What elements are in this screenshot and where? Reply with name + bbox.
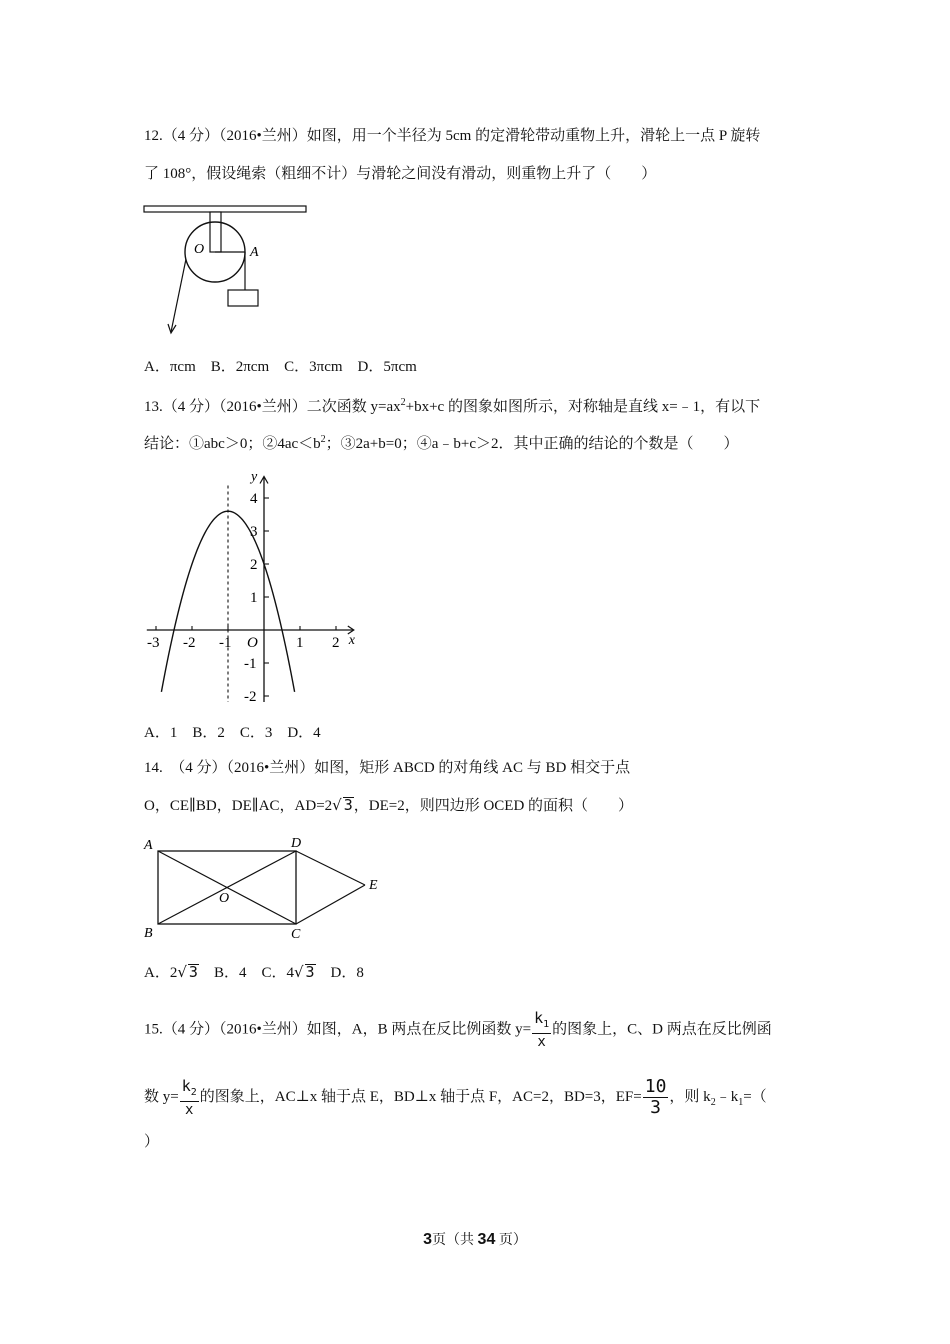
y-axis-label: y (251, 469, 258, 485)
x-tick-label: 1 (296, 635, 304, 651)
y-tick-label: 4 (250, 491, 258, 507)
q15-stem-line1: 15.（4 分）（2016•兰州）如图，A，B 两点在反比例函数 y= $\frac{k_1}{x}$ 的图象上，C、D 两点在反比例函 (144, 1009, 772, 1050)
label-e: E (369, 878, 378, 893)
pulley-figure (140, 202, 315, 342)
q14-stem-line1: 14. （4 分）（2016•兰州）如图，矩形 ABCD 的对角线 AC 与 BD 相交于点 (144, 760, 631, 776)
x-tick-label: -1 (219, 635, 232, 651)
page-footer: 3页（共 34 页） (423, 1231, 527, 1248)
label-d: D (291, 836, 302, 851)
q14-stem-line2: O，CE∥BD，DE∥AC，AD=2√ 3，DE=2，则四边形 OCED 的面积（ ） (144, 796, 634, 814)
y-tick-label: 3 (250, 524, 258, 540)
weight-block (228, 290, 258, 306)
fraction-k1-over-x: $\frac{k_1}{x}$ (534, 1009, 550, 1050)
label-a: A (144, 838, 153, 853)
y-tick-label: 2 (250, 557, 258, 573)
x-tick-label: -3 (147, 635, 160, 651)
label-a: A (250, 245, 259, 260)
segment-de (296, 851, 365, 885)
q13-stem-line2: 结论：①abc＞0；$②4ac<b^2$；③2a+b=0；④a﹣b+c＞2．其中正确的结论的个数是（ ） (144, 434, 739, 452)
y-tick-label: -1 (244, 656, 257, 672)
ceiling-bar (144, 206, 306, 212)
y-tick-label: -2 (244, 689, 257, 702)
q15-stem-line3: ） (144, 1134, 160, 1150)
q12-stem-line1: 12.（4 分）（2016•兰州）如图，用一个半径为 5cm 的定滑轮带动重物上升，滑轮上一点 P 旋转 (144, 128, 761, 144)
rectangle-figure (140, 832, 390, 944)
q14-options: A．2√ 3 B．4 C．4√ 3 D．8 (144, 963, 364, 981)
q13-stem-line1: 13.（4 分）（2016•兰州）二次函数 $y=ax^2+bx+c$ 的图象如图所示，对称轴是直线 x=﹣1，有以下 (144, 397, 761, 415)
fraction-10-over-3: $\frac{10}{3}$ (644, 1076, 667, 1118)
segment-ce (296, 885, 365, 924)
label-o: O (219, 891, 230, 906)
q13-options: A．1 B．2 C．3 D．4 (144, 725, 321, 741)
fraction-k2-over-x: $\frac{k_2}{x}$ (181, 1076, 197, 1118)
parabola-chart (140, 466, 365, 702)
y-tick-label: 1 (250, 590, 258, 606)
total-pages: 34 (477, 1231, 496, 1248)
rope-left (171, 259, 186, 332)
origin-label: O (247, 635, 258, 651)
x-tick-label: -2 (183, 635, 196, 651)
x-tick-label: 2 (332, 635, 340, 651)
label-b: B (144, 926, 153, 941)
q15-stem-line2: 数 y= $\frac{k_2}{x}$ 的图象上，AC⊥x 轴于点 E，BD⊥x 轴于点 F，AC=2，BD=3，EF= $\frac{10}{3}$ ，则 $k_2﹣k_1=$（ (144, 1076, 767, 1118)
x-axis-label: x (348, 633, 356, 648)
q12-options: A．πcm B．2πcm C．3πcm D．5πcm (144, 359, 417, 375)
q12-stem-line2: 了 108°，假设绳索（粗细不计）与滑轮之间没有滑动，则重物上升了（ ） (144, 166, 657, 182)
page-number: 3 (423, 1231, 433, 1248)
label-o: O (194, 242, 205, 257)
label-c: C (291, 927, 301, 942)
pulley-mount (210, 212, 221, 252)
